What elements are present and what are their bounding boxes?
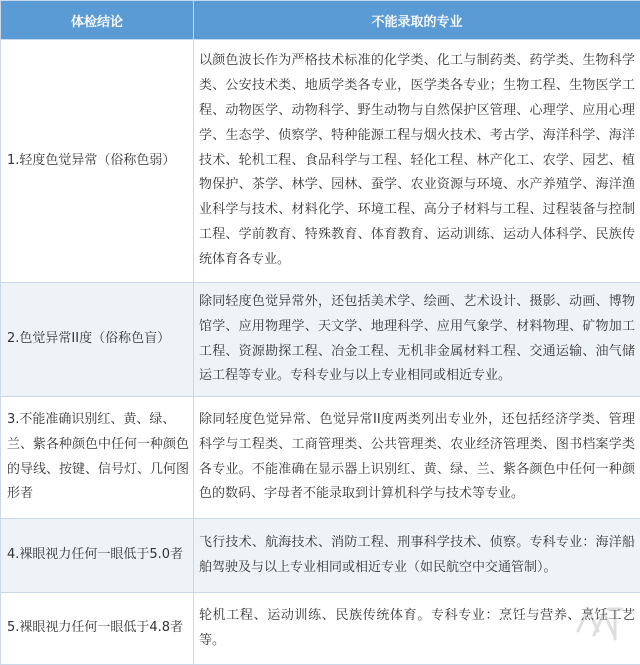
row-condition: 3.不能准确识别红、黄、绿、兰、紫各种颜色中任何一种颜色的导线、按键、信号灯、几何图形者 bbox=[1, 397, 194, 519]
row-condition: 5.裸眼视力任何一眼低于4.8者 bbox=[1, 593, 194, 665]
row-majors: 除同轻度色觉异常、色觉异常II度两类列出专业外，还包括经济学类、管理科学与工程类、工商管理类、公共管理类、农业经济管理类、图书档案学类各专业。不能准确在显示器上识别红、黄、绿、兰、紫各颜色中任何一种颜色的数码、字母者不能录取到计算机科学与技术等专业。 bbox=[194, 397, 640, 519]
row-condition: 2.色觉异常II度（俗称色盲） bbox=[1, 283, 194, 397]
header-excluded-majors: 不能录取的专业 bbox=[194, 1, 640, 40]
row-majors: 以颜色波长作为严格技术标准的化学类、化工与制药类、药学类、生物科学类、公安技术类、地质学类各专业，医学类各专业；生物工程、生物医学工程、动物医学、动物科学、野生动物与自然保护区管理、心理学、应用心理学、生态学、侦察学、特种能源工程与烟火技术、考古学、海洋科学、海洋技术、轮机工程、食品科学与工程、轻化工程、林产化工、农学、园艺、植物保护、茶学、林学、园林、蚕学、农业资源与环境、水产养殖学、海洋渔业科学与技术、材料化学、环境工程、高分子材料与工程、过程装备与控制工程、学前教育、特殊教育、体育教育、运动训练、运动人体科学、民族传统体育各专业。 bbox=[194, 40, 640, 283]
row-majors: 除同轻度色觉异常外，还包括美术学、绘画、艺术设计、摄影、动画、博物馆学、应用物理学、天文学、地理科学、应用气象学、材料物理、矿物加工工程、资源勘探工程、冶金工程、无机非金属材料工程、交通运输、油气储运工程等专业。专科专业与以上专业相同或相近专业。 bbox=[194, 283, 640, 397]
table-row bbox=[1, 397, 640, 519]
header-exam-conclusion: 体检结论 bbox=[1, 1, 194, 40]
row-majors: 飞行技术、航海技术、消防工程、刑事科学技术、侦察。专科专业：海洋船舶驾驶及与以上专业相同或相近专业（如民航空中交通管制）。 bbox=[194, 519, 640, 593]
table-row bbox=[1, 283, 640, 397]
table-header-row bbox=[1, 1, 640, 40]
table-row bbox=[1, 593, 640, 665]
row-condition: 4.裸眼视力任何一眼低于5.0者 bbox=[1, 519, 194, 593]
table-row bbox=[1, 519, 640, 593]
row-majors: 轮机工程、运动训练、民族传统体育。专科专业：烹饪与营养、烹饪工艺等。 bbox=[194, 593, 640, 665]
table-row bbox=[1, 40, 640, 283]
row-condition: 1.轻度色觉异常（俗称色弱） bbox=[1, 40, 194, 283]
